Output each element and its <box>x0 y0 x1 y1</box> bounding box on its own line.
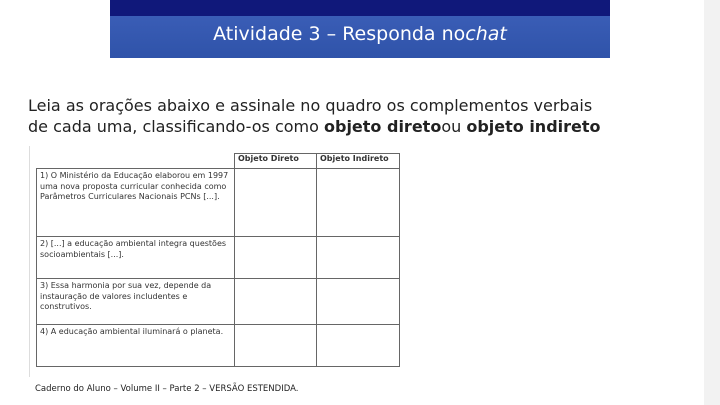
table-header-row <box>37 154 400 169</box>
title-italic-text: chat <box>465 23 507 45</box>
instruction-text <box>28 95 668 137</box>
table-row <box>37 237 400 279</box>
activity-title <box>110 20 610 48</box>
term-objeto-indireto: objeto indireto <box>466 117 601 136</box>
sentence-4: 4) A educação ambiental iluminará o planeta. <box>37 325 235 367</box>
header-objeto-indireto: Objeto Indireto <box>317 154 400 169</box>
exercise-table <box>36 153 400 367</box>
table-row <box>37 325 400 367</box>
answer-cell-indireto-3 <box>317 279 400 325</box>
answer-cell-indireto-4 <box>317 325 400 367</box>
answer-cell-indireto-2 <box>317 237 400 279</box>
term-objeto-direto: objeto direto <box>324 117 442 136</box>
sentence-1: 1) O Ministério da Educação elaborou em 1997 uma nova proposta curricular conhecida como Parâmetros Curriculares Nacionais PCNs [...]. <box>37 169 235 237</box>
instruction-line-2-start: de cada uma, classificando-os como <box>28 117 324 136</box>
header-objeto-direto: Objeto Direto <box>235 154 317 169</box>
instruction-connector: ou <box>441 117 467 136</box>
answer-cell-direto-3 <box>235 279 317 325</box>
answer-cell-direto-2 <box>235 237 317 279</box>
instruction-line-1: Leia as orações abaixo e assinale no quadro os complementos verbais <box>28 96 593 115</box>
instruction-line-2 <box>28 116 668 137</box>
table-header-blank <box>37 154 235 169</box>
sentence-3: 3) Essa harmonia por sua vez, depende da instauração de valores includentes e construtivos. <box>37 279 235 325</box>
source-caption: Caderno do Aluno – Volume II – Parte 2 – VERSÃO ESTENDIDA. <box>35 384 299 394</box>
exercise-table-image <box>29 146 411 377</box>
right-edge-strip <box>704 0 720 405</box>
sentence-2: 2) [...] a educação ambiental integra questões socioambientais [...]. <box>37 237 235 279</box>
table-row <box>37 279 400 325</box>
title-banner <box>110 0 610 58</box>
title-main-text: Atividade 3 – Responda no <box>213 23 466 45</box>
answer-cell-direto-4 <box>235 325 317 367</box>
table-row <box>37 169 400 237</box>
answer-cell-indireto-1 <box>317 169 400 237</box>
answer-cell-direto-1 <box>235 169 317 237</box>
